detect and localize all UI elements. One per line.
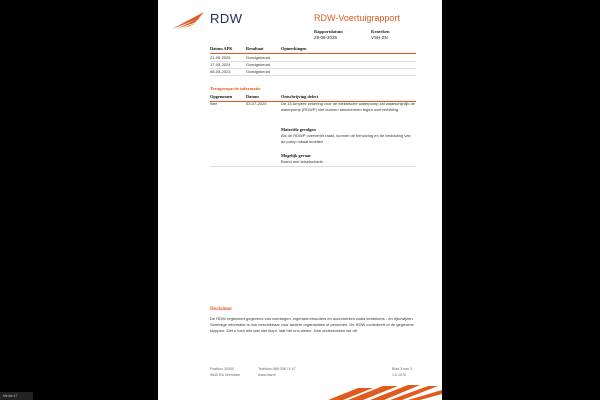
apk-table-header (210, 46, 416, 52)
license-plate-value: VSH-ZN (371, 35, 388, 40)
divider (210, 53, 416, 54)
danger-text: Brand met letselschade (281, 159, 323, 164)
recall-table-header (210, 94, 416, 100)
brand-name: RDW (210, 11, 243, 26)
apk-col-remarks: Opmerkingen (281, 46, 307, 51)
report-date-value: 29-06-2025 (314, 35, 338, 40)
apk-row-result: Goedgekeurd (246, 62, 271, 67)
recall-col-description: Omschrijving defect (281, 94, 319, 99)
apk-row-result: Goedgekeurd (246, 55, 271, 60)
apk-row-result: Goedgekeurd (246, 69, 271, 74)
report-date-label: Rapportdatum (314, 29, 343, 34)
footer-address-line2: 9640 RA Veendam (210, 373, 240, 377)
report-page (158, 0, 442, 400)
apk-row-date: 17-05-2024 (210, 62, 231, 67)
footer-address (210, 366, 240, 378)
apk-row-date: 08-05-2023 (210, 69, 231, 74)
footer-website: www.rdw.nl (258, 373, 276, 377)
report-date (314, 29, 343, 41)
apk-row-date: 21-05-2025 (210, 55, 231, 60)
consequence-text: Als de RDWP oververhit raakt, kunnen de behuizing en de bedrading van de pomp lokaal smelten (281, 133, 411, 144)
license-plate (371, 29, 390, 41)
disclaimer-title: Disclaimer (210, 307, 233, 312)
footer-version: 1.6.1076 (392, 373, 406, 377)
recall-status: Nee (210, 101, 218, 106)
recall-section-title: Terugroepactie informatie (210, 86, 261, 91)
recall-col-date: Datum (246, 94, 259, 99)
danger-title: Mogelijk gevaar (281, 153, 311, 158)
recall-description: De 15 Ampère zekering voor de elektrische waterpomp zal waarschijnlijk de waterpomp (RDWP) niet kunnen beschermen tegen oververhitting. (281, 101, 415, 112)
recall-date: 03-07-2025 (246, 101, 267, 106)
report-title: RDW-Voertuigrapport (314, 13, 400, 23)
footer-page-info (392, 366, 412, 378)
recall-col-included: Opgenomen (210, 94, 233, 99)
disclaimer-text: De RDW registreert gegevens van voertuigen, eigenaren/houders en documenten zoals kentekens - en rijbewijzen. Sommige informatie is ook beschikbaar voor andere organisaties of personen. De RDW controleert of de gegevens kloppen. Ziet u toch iets wat niet klopt, laat het ons weten. Dan onderzoeken we dit. (210, 316, 414, 333)
footer-page-number: Blad 3 van 3 (392, 367, 412, 371)
apk-col-result: Resultaat (246, 46, 264, 51)
license-plate-label: Kenteken (371, 29, 390, 34)
rdw-logo-icon (170, 9, 206, 31)
bottom-tab[interactable]: Media 47 (0, 392, 33, 400)
footer-contact (258, 366, 296, 378)
apk-col-date: Datum APK (210, 46, 233, 51)
footer-address-line1: Postbus 30000 (210, 367, 234, 371)
footer-phone: Telefoon 088 008 74 47 (258, 367, 296, 371)
consequence-title: Materiële gevolgen (281, 127, 316, 132)
decorative-stripes-icon (158, 380, 442, 400)
